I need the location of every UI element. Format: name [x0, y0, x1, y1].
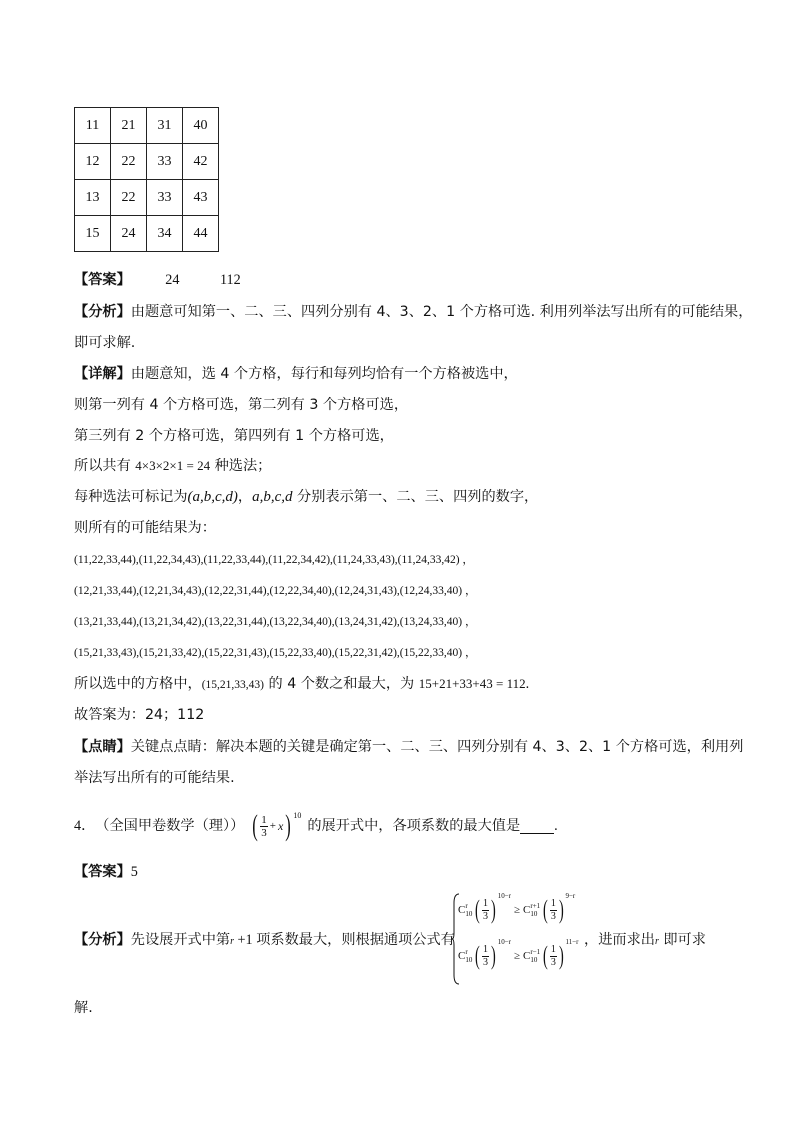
key-line-1: [74, 737, 743, 757]
grid-cell: 42: [183, 144, 219, 180]
inequality-system: [452, 893, 582, 985]
detail-text-5b: ，: [237, 489, 253, 505]
key-text-2: 举法写出所有的可能结果.: [74, 770, 235, 786]
analysis4-line-2: [74, 998, 93, 1018]
answer4-tag: 【答案】: [74, 864, 131, 880]
key-line-2: [74, 768, 235, 788]
answer-value-2: 112: [219, 272, 241, 288]
max-tuple: (15,21,33,43): [201, 679, 264, 691]
grid-cell: 44: [183, 216, 219, 252]
count-formula: 4×3×2×1 = 24: [135, 458, 211, 473]
analysis4-line: [74, 930, 455, 952]
result-row-3: (13,21,33,44),(13,21,34,42),(13,22,31,44),(13,22,34,40),(13,24,31,42),(13,24,33,40) ，: [74, 616, 477, 628]
analysis-text-2: 即可求解.: [74, 335, 136, 351]
detail-text-7b: 的 4 个数之和最大，为: [264, 676, 419, 692]
answer-tag: 【答案】: [74, 272, 131, 288]
key-text-1: 关键点点睛：解决本题的关键是确定第一、二、三、四列分别有 4、3、2、1 个方格可选，利用列: [130, 739, 744, 755]
analysis4-text-b: +1 项系数最大，则根据通项公式有: [234, 932, 455, 948]
analysis4-text-a: 先设展开式中第: [130, 932, 231, 948]
analysis4-tail: [584, 930, 706, 952]
detail-text-4b: 种选法；: [210, 458, 272, 474]
grid-row: [75, 144, 219, 180]
detail-line-3: [74, 426, 394, 446]
analysis4-tag: 【分析】: [74, 932, 131, 948]
inequality-1: C r 10 ( $\frac{1}{3}$ ) 10−r ≥ C r+1 10 ( $\frac{1}{3}$ ) 9−r: [458, 892, 576, 924]
question-end: .: [554, 818, 558, 834]
detail-line-7: 所以选中的方格中，(15,21,33,43) 的 4 个数之和最大，为 15+21+33+43 = 112.: [74, 676, 530, 692]
result-row-1: (11,22,33,44),(11,22,34,43),(11,22,33,44),(11,22,34,42),(11,24,33,43),(11,24,33,42) ，: [74, 554, 474, 566]
grid-cell: 24: [111, 216, 147, 252]
grid-cell: 33: [147, 144, 183, 180]
analysis-text-1: 由题意可知第一、二、三、四列分别有 4、3、2、1 个方格可选. 利用列举法写出所有的可能结果，: [130, 304, 753, 320]
analysis4-text-e: 解.: [74, 1000, 93, 1016]
detail-line-6: [74, 518, 216, 538]
question-text: 的展开式中，各项系数的最大值是: [307, 818, 521, 834]
detail-line-1: [74, 364, 518, 384]
variable-list: a,b,c,d: [252, 489, 293, 505]
analysis-line-2: [74, 333, 135, 353]
answer4-value: 5: [130, 864, 138, 880]
detail-line-2: [74, 395, 408, 415]
number-grid: [74, 107, 219, 252]
grid-cell: 21: [111, 108, 147, 144]
detail-text-1: 由题意知，选 4 个方格，每行和每列均恰有一个方格被选中，: [130, 366, 518, 382]
question-4: [74, 808, 558, 844]
grid-cell: 13: [75, 180, 111, 216]
analysis4-text-d: 即可求: [658, 932, 706, 948]
grid-cell: 12: [75, 144, 111, 180]
detail-text-4a: 所以共有: [74, 458, 136, 474]
exponent: 10: [293, 811, 302, 820]
tuple-notation: (a,b,c,d): [187, 489, 238, 505]
result-row-2: (12,21,33,44),(12,21,34,43),(12,22,31,44),(12,22,34,40),(12,24,31,43),(12,24,33,40) ，: [74, 585, 477, 597]
detail-text-5a: 每种选法可标记为: [74, 489, 188, 505]
detail-line-5: [74, 487, 538, 507]
analysis-line-1: [74, 302, 752, 322]
detail-text-3: 第三列有 2 个方格可选，第四列有 1 个方格可选，: [74, 428, 394, 444]
grid-cell: 40: [183, 108, 219, 144]
grid-row: [75, 180, 219, 216]
answer-value-1: 24: [165, 272, 180, 288]
detail-text-8: 故答案为：24；112: [74, 707, 205, 723]
grid-cell: 33: [147, 180, 183, 216]
max-sum-formula: 15+21+33+43 = 112: [418, 676, 526, 691]
detail-line-4: [74, 456, 271, 476]
key-tag: 【点睛】: [74, 739, 131, 755]
answer-blank[interactable]: [520, 819, 554, 834]
var-r: r: [230, 936, 234, 947]
grid-cell: 31: [147, 108, 183, 144]
question-source: （全国甲卷数学（理））: [95, 818, 245, 834]
answer-line: [74, 270, 241, 290]
inequality-2: C r 10 ( $\frac{1}{3}$ ) 10−r ≥ C r−1 10 ( $\frac{1}{3}$ ) 11−r: [458, 938, 579, 970]
analysis-tag: 【分析】: [74, 304, 131, 320]
analysis4-text-c: ，进而求出: [584, 932, 655, 948]
grid-cell: 11: [75, 108, 111, 144]
result-row-4: (15,21,33,43),(15,21,33,42),(15,22,31,43),(15,22,33,40),(15,22,31,42),(15,22,33,40) ，: [74, 647, 477, 659]
detail-line-8: [74, 705, 204, 725]
grid-cell: 15: [75, 216, 111, 252]
grid-cell: 22: [111, 144, 147, 180]
grid-cell: 43: [183, 180, 219, 216]
grid-cell: 34: [147, 216, 183, 252]
grid-row: [75, 216, 219, 252]
question-number: 4．: [74, 818, 96, 834]
detail-tag: 【详解】: [74, 366, 131, 382]
detail-text-6: 则所有的可能结果为：: [74, 520, 216, 536]
detail-text-7a: 所以选中的方格中，: [74, 676, 202, 692]
grid-cell: 22: [111, 180, 147, 216]
var-r-2: r: [654, 936, 659, 947]
grid-row: [75, 108, 219, 144]
detail-text-2: 则第一列有 4 个方格可选，第二列有 3 个方格可选，: [74, 397, 409, 413]
answer4-line: [74, 862, 138, 882]
binomial-expression: ( $\frac{1}{3}$ + x ) 10: [250, 808, 301, 844]
detail-text-5c: 分别表示第一、二、三、四列的数字，: [292, 489, 539, 505]
